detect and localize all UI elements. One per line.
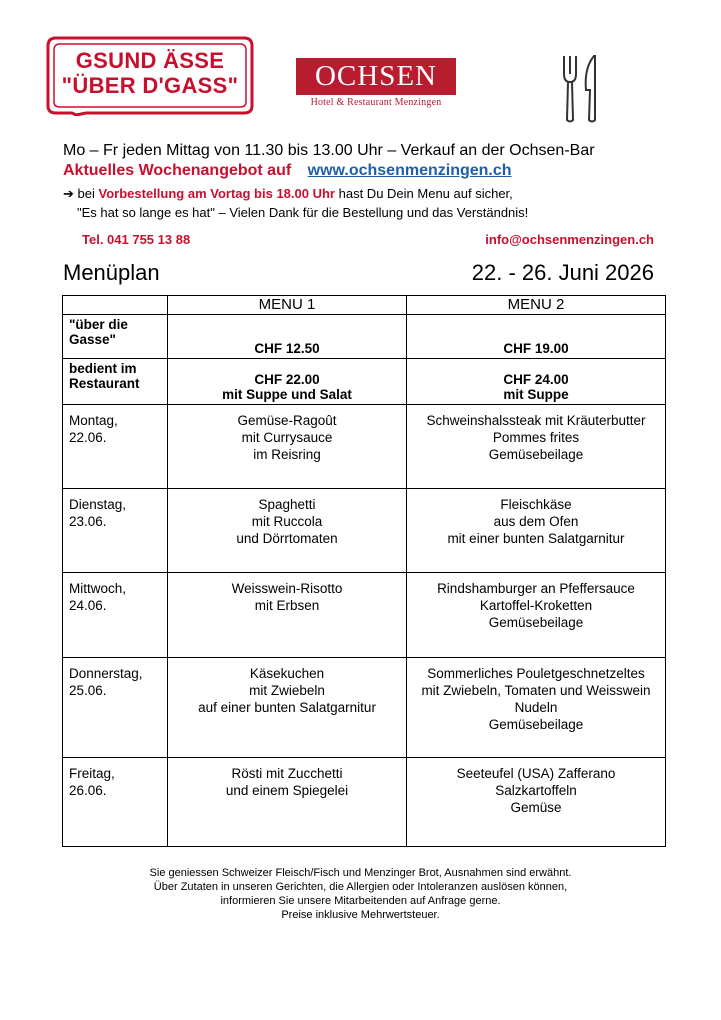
table-row bbox=[63, 573, 666, 658]
menu-2-dish bbox=[407, 758, 666, 847]
header-blank bbox=[63, 296, 168, 315]
menu-2-dish-line: Schweinshalssteak mit Kräuterbutter bbox=[426, 413, 646, 428]
menu-2-dish-line: Gemüsebeilage bbox=[488, 615, 584, 630]
menu-2-price-line: mit Suppe bbox=[503, 387, 569, 402]
opening-hours: Mo – Fr jeden Mittag von 11.30 bis 13.00 Uhr – Verkauf an der Ochsen-Bar bbox=[63, 142, 595, 159]
menu-1-dish bbox=[168, 405, 407, 489]
weekly-offer bbox=[63, 162, 512, 180]
table-row bbox=[63, 489, 666, 573]
menu-2-dish bbox=[407, 658, 666, 758]
badge-line-2: "ÜBER D'GASS" bbox=[61, 73, 239, 98]
day-date: 22.06. bbox=[69, 430, 107, 445]
menu-1-dish-line: und einem Spiegelei bbox=[225, 783, 349, 798]
day-date: 26.06. bbox=[69, 783, 107, 798]
menu-1-dish bbox=[168, 489, 407, 573]
plan-dates: 22. - 26. Juni 2026 bbox=[471, 260, 654, 285]
footer-line: informieren Sie unsere Mitarbeitenden auf Anfrage gerne. bbox=[220, 895, 501, 907]
promo-badge bbox=[46, 36, 254, 116]
menu-2-dish-line: Gemüsebeilage bbox=[488, 717, 584, 732]
menu-1-price-line: CHF 22.00 bbox=[254, 372, 320, 387]
menu-2-dish-line: Sommerliches Pouletgeschnetzeltes bbox=[427, 666, 645, 681]
day-cell bbox=[63, 573, 168, 658]
menu-1-dish-line: Weisswein-Risotto bbox=[231, 581, 343, 596]
menu-1-dish bbox=[168, 573, 407, 658]
website-link[interactable]: www.ochsenmenzingen.ch bbox=[307, 162, 512, 179]
footer-line: Sie geniessen Schweizer Fleisch/Fisch und Menzinger Brot, Ausnahmen sind erwähnt. bbox=[149, 867, 572, 879]
fork-knife-icon bbox=[560, 54, 604, 129]
logo-subtitle: Hotel & Restaurant Menzingen bbox=[310, 97, 442, 108]
thanks-note: "Es hat so lange es hat" – Vielen Dank für die Bestellung und das Verständnis! bbox=[77, 205, 529, 220]
arrow-right-icon: ➔ bbox=[63, 186, 74, 201]
phone-number[interactable]: Tel. 041 755 13 88 bbox=[82, 232, 191, 247]
day-date: 24.06. bbox=[69, 598, 107, 613]
table-row bbox=[63, 758, 666, 847]
menu-1-dish-line: im Reisring bbox=[253, 447, 321, 462]
menu-1-dish bbox=[168, 758, 407, 847]
menu-2-dish-line: Kartoffel-Kroketten bbox=[479, 598, 593, 613]
menu-1-dish bbox=[168, 658, 407, 758]
day-day: Freitag, bbox=[69, 766, 115, 781]
menu-2-dish-line: Salzkartoffeln bbox=[495, 783, 577, 798]
price-label-line: "über die bbox=[69, 317, 128, 332]
footer-line: Preise inklusive Mehrwertsteuer. bbox=[281, 909, 440, 921]
menu-2-dish-line: Gemüse bbox=[510, 800, 562, 815]
table-row bbox=[63, 658, 666, 758]
menu-2-dish-line: Pommes frites bbox=[492, 430, 580, 445]
logo-name: OCHSEN bbox=[296, 58, 456, 95]
page-title: Menüplan bbox=[63, 260, 160, 285]
day-cell bbox=[63, 758, 168, 847]
menu-2-dish-line: Seeteufel (USA) Zafferano bbox=[456, 766, 616, 781]
preorder-prefix: bei bbox=[77, 186, 95, 201]
price-label bbox=[63, 359, 168, 405]
menu-1-dish-line: mit Erbsen bbox=[254, 598, 320, 613]
menu-2-dish-line: Gemüsebeilage bbox=[488, 447, 584, 462]
price-row bbox=[63, 315, 666, 359]
preorder-note bbox=[63, 186, 513, 202]
table-row bbox=[63, 405, 666, 489]
day-cell bbox=[63, 489, 168, 573]
menu-1-dish-line: mit Ruccola bbox=[251, 514, 323, 529]
menu-2-price bbox=[407, 359, 666, 405]
menu-2-dish-line: Nudeln bbox=[514, 700, 558, 715]
day-date: 23.06. bbox=[69, 514, 107, 529]
day-day: Donnerstag, bbox=[69, 666, 143, 681]
menu-2-dish bbox=[407, 405, 666, 489]
menu-2-dish-line: Fleischkäse bbox=[500, 497, 572, 512]
preorder-suffix: hast Du Dein Menu auf sicher, bbox=[338, 186, 513, 201]
menu-2-price-line: CHF 19.00 bbox=[503, 341, 569, 356]
menu-1-dish-line: Käsekuchen bbox=[249, 666, 325, 681]
menu-1-price bbox=[168, 359, 407, 405]
preorder-highlight: Vorbestellung am Vortag bis 18.00 Uhr bbox=[98, 186, 335, 201]
footer-line: Über Zutaten in unseren Gerichten, die Allergien oder Intoleranzen auslösen können, bbox=[153, 881, 568, 893]
email-link[interactable]: info@ochsenmenzingen.ch bbox=[485, 232, 654, 247]
menu-2-dish bbox=[407, 489, 666, 573]
menu-1-price bbox=[168, 315, 407, 359]
menu-2-price bbox=[407, 315, 666, 359]
ochsen-logo bbox=[296, 58, 456, 108]
weekly-offer-label: Aktuelles Wochenangebot auf bbox=[63, 162, 292, 179]
menu-1-dish-line: Gemüse-Ragoût bbox=[237, 413, 337, 428]
day-day: Montag, bbox=[69, 413, 118, 428]
badge-line-1: GSUND ÄSSE bbox=[75, 48, 225, 73]
menu-1-dish-line: und Dörrtomaten bbox=[236, 531, 338, 546]
price-label-line: Restaurant bbox=[69, 376, 140, 391]
menu-1-dish-line: Spaghetti bbox=[258, 497, 316, 512]
day-date: 25.06. bbox=[69, 683, 107, 698]
menu-2-price-line: CHF 24.00 bbox=[503, 372, 569, 387]
price-label-line: Gasse" bbox=[69, 332, 116, 347]
menu-2-dish-line: mit einer bunten Salatgarnitur bbox=[447, 531, 625, 546]
table-header-row bbox=[63, 296, 666, 315]
day-day: Mittwoch, bbox=[69, 581, 127, 596]
price-label bbox=[63, 315, 168, 359]
menu-2-dish-line: Rindshamburger an Pfeffersauce bbox=[437, 581, 635, 596]
footer-notes bbox=[0, 866, 721, 922]
day-cell bbox=[63, 658, 168, 758]
menu-1-price-line: mit Suppe und Salat bbox=[222, 387, 352, 402]
menu-1-price-line: CHF 12.50 bbox=[254, 341, 320, 356]
menu-1-dish-line: auf einer bunten Salatgarnitur bbox=[198, 700, 376, 715]
header-menu-2: MENU 2 bbox=[407, 296, 666, 315]
price-row bbox=[63, 359, 666, 405]
menu-2-dish bbox=[407, 573, 666, 658]
menu-2-dish-line: aus dem Ofen bbox=[493, 514, 579, 529]
menu-2-dish-line: mit Zwiebeln, Tomaten und Weisswein bbox=[421, 683, 651, 698]
header-menu-1: MENU 1 bbox=[168, 296, 407, 315]
day-day: Dienstag, bbox=[69, 497, 127, 512]
day-cell bbox=[63, 405, 168, 489]
menu-table bbox=[62, 295, 666, 847]
price-label-line: bedient im bbox=[69, 361, 137, 376]
menu-1-dish-line: Rösti mit Zucchetti bbox=[231, 766, 343, 781]
menu-1-dish-line: mit Zwiebeln bbox=[249, 683, 325, 698]
menu-1-dish-line: mit Currysauce bbox=[241, 430, 333, 445]
